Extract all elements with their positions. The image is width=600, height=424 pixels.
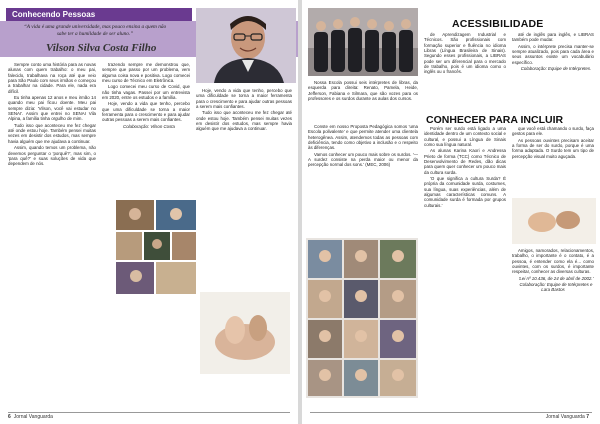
accessibility-column-1: Nossa Escola possui seis intérpretes de libras, da esquerda para direita: Renato, Pamela, Heide, Jefferson, Fabiana e Silmara, que são vozes para os professores e os surdos durante as aulas dos cursos. (308, 80, 418, 102)
author-portrait (196, 8, 296, 83)
sign-language-collage (306, 238, 418, 398)
connect-column-3-top: que você está chamando o surdo, faça gestos para ele. As pessoas ouvintes precisam aceitar a forma de ser do surdo, porque é uma forma adaptada. O Surdo tem um tipo de percepção visual muito aguçada. (512, 126, 594, 159)
left-column-1: Sempre conto uma história para as novas alunas com quem trabalho: o meu pai, falecido, trabalhava na roça até que veio para São Paulo com seus irmãos e começou a trabalhar na cidade. Para ele, nada era difícil. Eu tinha apenas 12 anos e meu irmão 14 quando meu pai ficou doente. Meu pai sempre dizia: 'Vilson, você vai estudar no SENAI'. Assim que entrei no SENAI Vila Alpina, a família tinha orgulho de mim. Tudo isso que aconteceu me fez chegar até onde estou hoje. Também pensei muitas vezes em desistir dos estudos, mas sempre havia alguém que me ajudava a continuar. Assim, quando temos um problema, não devemos perguntar o 'porquê?', mas sim, o 'para quê?' e suas soluções de vida que dependem de nós. (8, 62, 96, 167)
interpreters-photo (308, 8, 418, 76)
connect-column-1: Conste em nosso Proposta Pedagógica somos 'uma Escola polivalente' e que permite atender uma clientela heterogênea. Assim, atendemos todas as pessoas com deficiência, tendo como objetivo a inclusão e o respeito às diferenças. Vamos conhecer um pouco mais sobre os surdos. '— A surdez consiste na perda maior ou menor da percepção normal dos sons.' (MEC, 2006) (308, 124, 418, 168)
signing-hands-photo (512, 198, 596, 244)
right-footer: Jornal Vanguarda 7 (545, 414, 589, 420)
connect-column-3-bottom: Amigos, namorados, relacionamentos, trabalho, o importante é o contato, é a pessoa, é entender como ela é... como ouvintes, com os surdos, é importante respeitar, conhecer as diversas culturas. 'Lei nº 10.436, de 24 de abril de 2002.' Colaboração: Equipe de Intérpretes e Lara Bastos (512, 248, 594, 293)
left-column-2: trazendo sempre me demonstrou que, sempre que passo por um problema, vem alguma coisa nova e positiva. Logo comecei meu curso de Técnico em Eletrônica. Logo comecei meu curso de Covid, que não tinha vagas. Passei por um entrevista em 2020, entre os estudos e a família. Hoje, vendo a vida que tenho, percebo que uma dificuldade se torna a maior ferramenta para o crescimento e para ajudar outras pessoas a serem mais confiantes. Colaboração: Vilson Costa (102, 62, 190, 129)
right-footer-rule (310, 412, 592, 413)
section-title: Conhecendo Pessoas (6, 8, 192, 21)
photo-collage (116, 200, 196, 294)
left-page (0, 0, 298, 424)
left-column-3: Hoje, vendo a vida que tenho, percebo que uma dificuldade se torna a maior ferramenta para o crescimento e para ajudar outras pessoas a serem mais confiantes. Tudo isso que aconteceu me fez chegar até onde estou hoje. Também pensei muitas vezes em desistir dos estudos, mas sempre havia alguém que me ajudava a continuar. (196, 88, 292, 132)
author-signature: Vilson Silva Costa Filho (46, 42, 157, 54)
left-footer: 6 Jornal Vanguarda (8, 414, 53, 420)
accessibility-title: ACESSIBILIDADE (452, 18, 544, 30)
connect-column-2: Porém ser surdo está ligado a uma identidade dentro de um contexto social e cultural, e possui a Língua de Sinais como sua língua natural. As alunas Karina Kaori e Andressa Prieto de forma (TCC) como Técnico de Desenvolvimento de Redes, dão dicas para quem quer conhecer um pouco mais da cultura surda. 'O que significa a cultura Surda? É própria da comunidade surda, costumes, sua língua, suas experiências, além de algumas características comuns. A comunidade surda é formada por grupos culturais.' (424, 126, 506, 208)
hands-photo (200, 292, 290, 374)
accessibility-column-3: até de inglês para inglês, e LIBRAS também pode mudar. Assim, o intérprete precisa manter-se sempre atualizado, pois para cada área e seus assuntos existe um vocabulário específico. Colaboração: Equipe de Intérpretes. (512, 32, 594, 72)
right-page (302, 0, 600, 424)
accessibility-column-2: de Aprendizagem Industrial e Técnicos. São profissionais com formação superior e fluência no idioma Libras (Língua Brasileira de Sinais). Segundo esses profissionais, a LIBRAS pode ser um diferencial para o mercado de trabalho, pois é um idioma como o inglês ou o francês. (424, 32, 506, 75)
quote-text: “A vida é uma grande universidade, mas pouco ensina a quem não sabe ter a humildade de ser aluno.” (23, 24, 167, 37)
connect-title: CONHECER PARA INCLUIR (426, 114, 564, 126)
left-footer-rule (8, 412, 290, 413)
